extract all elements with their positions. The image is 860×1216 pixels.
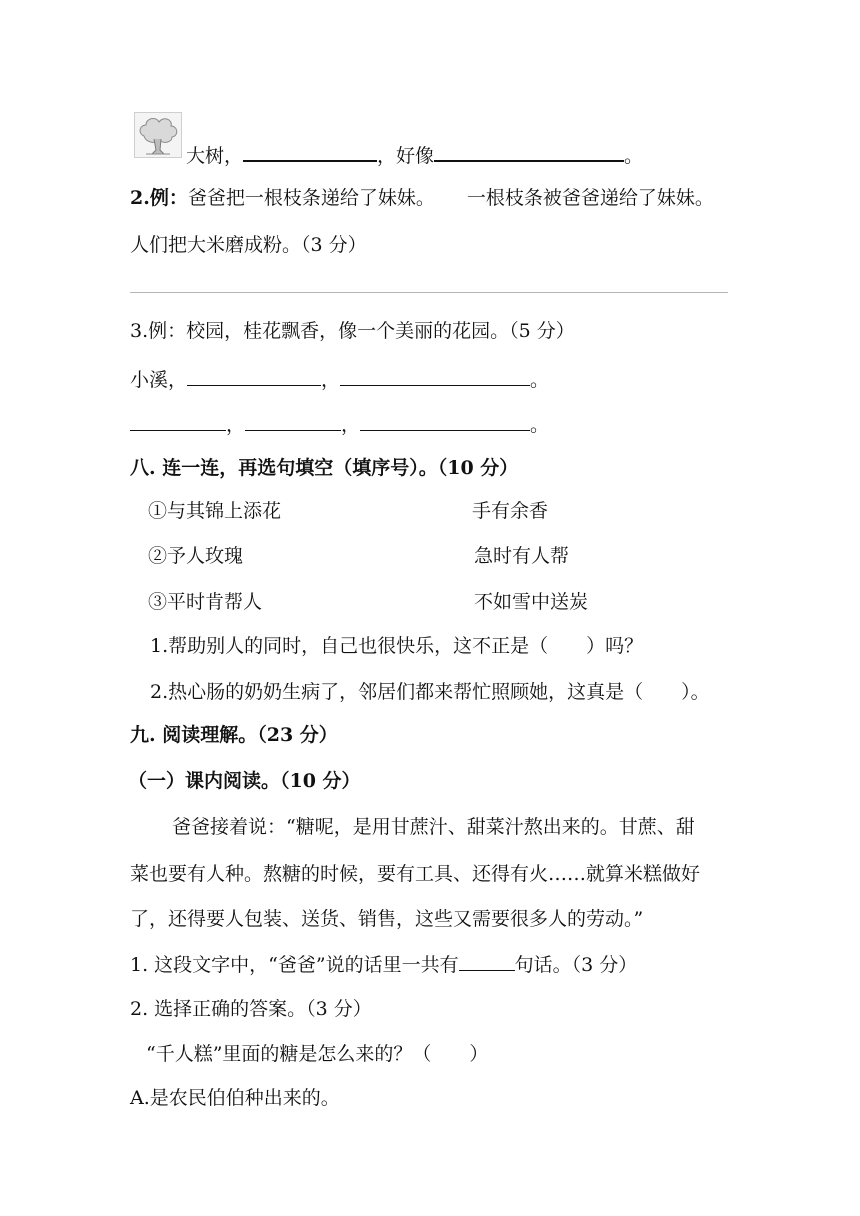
match-left-3[interactable]: ③平时肯帮人: [148, 591, 263, 613]
q2-task: 人们把大米磨成粉。（3 分）: [130, 234, 367, 256]
q3-period-1: 。: [530, 369, 550, 391]
match-left-2[interactable]: ②予人玫瑰: [148, 545, 244, 567]
q1-comma: ，: [377, 145, 397, 167]
section8-q1: 1.帮助别人的同时，自己也很快乐，这不正是（ ）吗？: [150, 635, 644, 657]
section9-sub: （一）课内阅读。（10 分）: [128, 770, 361, 792]
q3-comma-2: ，: [226, 414, 246, 436]
section9-q2-question: “千人糕”里面的糖是怎么来的？（ ）: [146, 1043, 489, 1065]
match-right-3[interactable]: 不如雪中送炭: [474, 591, 589, 613]
q1-blank-2[interactable]: [434, 140, 624, 162]
passage-line-3: 了，还得要人包装、送货、销售，这些又需要很多人的劳动。”: [130, 908, 644, 930]
q2-answer-line[interactable]: [130, 292, 728, 293]
q1-line: [186, 140, 643, 169]
section8-title: 八. 连一连，再选句填空（填序号）。（10 分）: [130, 457, 519, 479]
q3-blank-2[interactable]: [340, 365, 530, 386]
tree-picture: [134, 112, 182, 158]
passage-line-1: 爸爸接着说：“糖呢，是用甘蔗汁、甜菜汁熬出来的。甘蔗、甜: [172, 816, 695, 838]
q1-prefix: 大树，: [186, 145, 244, 167]
passage-line-2: 菜也要有人种。熬糖的时候，要有工具、还得有火……就算米糕做好: [130, 863, 701, 885]
q1-like: 好像: [396, 145, 435, 167]
section9-title: 九. 阅读理解。（23 分）: [130, 724, 338, 746]
q2-example-src: 爸爸把一根枝条递给了妹妹。: [187, 187, 435, 209]
q1-end: 。: [624, 145, 644, 167]
q3-blank-3[interactable]: [130, 410, 226, 431]
q3-example: 3.例：校园，桂花飘香，像一个美丽的花园。（5 分）: [130, 320, 575, 342]
q3-line-2: [130, 410, 549, 438]
q3-line1-prefix: 小溪，: [130, 369, 188, 391]
section9-q2-option-a[interactable]: A.是农民伯伯种出来的。: [130, 1087, 340, 1109]
section9-q1-pre: 1. 这段文字中，“爸爸”说的话里一共有: [130, 954, 459, 976]
q2-example-dst: 一根枝条被爸爸递给了妹妹。: [466, 187, 714, 209]
q3-period-2: 。: [530, 414, 550, 436]
q2-label: 2.例：: [130, 187, 188, 209]
section9-q2: 2. 选择正确的答案。（3 分）: [130, 998, 372, 1020]
q3-blank-1[interactable]: [187, 365, 321, 386]
section9-q1: [130, 950, 637, 978]
section9-q1-blank[interactable]: [459, 950, 515, 971]
q3-comma-3: ，: [341, 414, 361, 436]
match-right-1[interactable]: 手有余香: [472, 500, 549, 522]
q2-example: [130, 185, 714, 211]
section9-q1-post: 句话。（3 分）: [514, 954, 638, 976]
q3-blank-4[interactable]: [245, 410, 341, 431]
q3-comma-1: ，: [321, 369, 341, 391]
q3-line-1: [130, 365, 549, 393]
match-left-1[interactable]: ①与其锦上添花: [148, 500, 282, 522]
q1-blank-1[interactable]: [243, 140, 377, 162]
section8-q2: 2.热心肠的奶奶生病了，邻居们都来帮忙照顾她，这真是（ ）。: [150, 681, 710, 703]
match-right-2[interactable]: 急时有人帮: [474, 545, 570, 567]
q3-blank-5[interactable]: [360, 410, 530, 431]
